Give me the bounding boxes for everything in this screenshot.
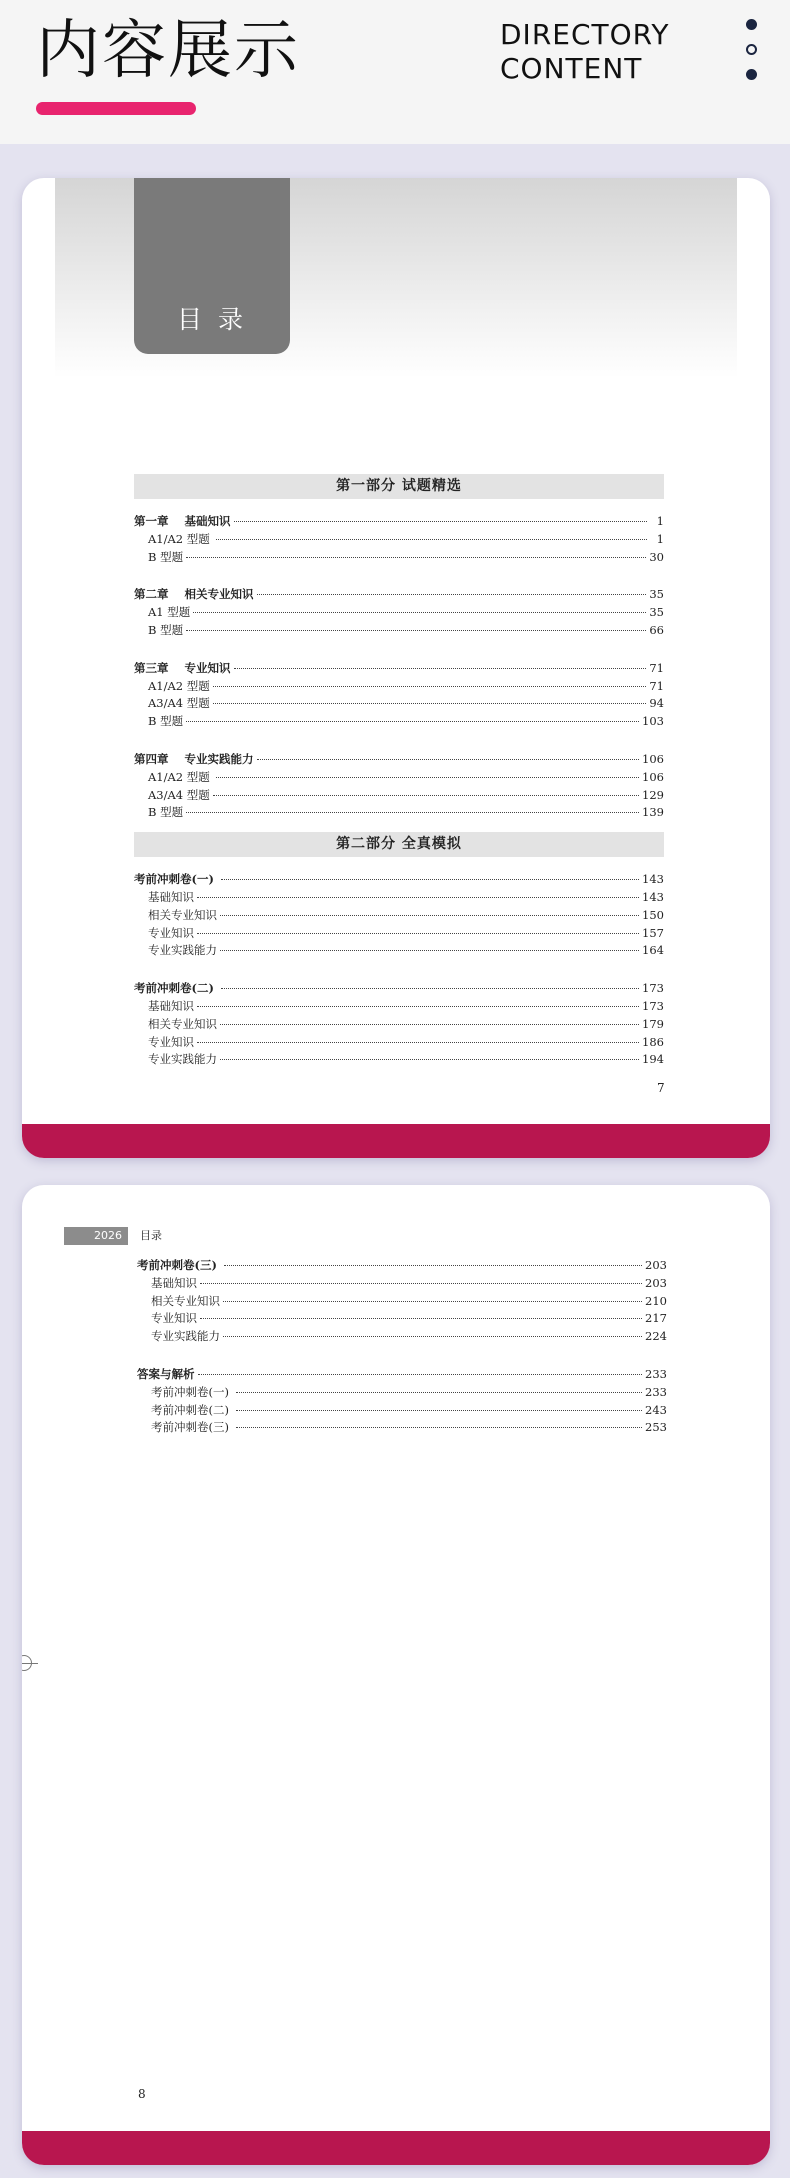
- toc-entry-title: A1/A2 型题: [148, 769, 214, 784]
- dot-leader: [234, 521, 647, 522]
- toc-entry-page: 150: [642, 907, 664, 922]
- toc-item-row: [134, 1051, 664, 1069]
- page-header: [0, 0, 790, 144]
- toc-entry-page: 106: [642, 751, 664, 766]
- toc-item-row: [134, 549, 664, 567]
- dot-leader: [216, 777, 639, 778]
- toc-item-row: [137, 1384, 667, 1402]
- toc-item-row: [134, 1034, 664, 1052]
- toc-entry-title: A1/A2 型题: [148, 678, 210, 693]
- toc-entry-page: 253: [645, 1420, 667, 1435]
- dot-leader: [200, 1283, 642, 1284]
- toc-entry-page: 203: [645, 1275, 667, 1290]
- footer-band: [22, 2131, 770, 2165]
- toc-entry-page: 179: [642, 1016, 664, 1031]
- dot-leader: [220, 1024, 639, 1025]
- toc-entry-page: 106: [642, 769, 664, 784]
- toc-entry-page: 94: [649, 696, 664, 711]
- english-subtitle: [500, 18, 669, 86]
- toc-chapter: [134, 871, 664, 960]
- dot-leader: [220, 950, 639, 951]
- toc-entry-page: 35: [649, 587, 664, 602]
- dot-leader: [223, 1301, 642, 1302]
- toc-entry-page: 173: [642, 981, 664, 996]
- toc-entry-page: 71: [649, 660, 664, 675]
- toc-item-row: [134, 622, 664, 640]
- toc-entry-page: 1: [656, 514, 664, 528]
- toc-part-heading: 第二部分 全真模拟: [134, 832, 664, 857]
- toc-entry-page: 139: [642, 805, 664, 820]
- toc-chapter-row: [134, 513, 664, 531]
- english-subtitle-line1: DIRECTORY: [500, 18, 670, 51]
- dot-leader: [186, 721, 639, 722]
- toc-chapter: [134, 751, 664, 822]
- toc-entry-title: 专业知识: [148, 925, 194, 940]
- page-number: 8: [138, 2087, 146, 2101]
- toc-entry-page: 217: [645, 1311, 667, 1326]
- toc-entry-page: 129: [642, 787, 664, 802]
- toc-chapter: [137, 1257, 667, 1346]
- toc-chapter-row: [134, 660, 664, 678]
- toc-entry-title: 答案与解析: [137, 1366, 195, 1381]
- toc-item-row: [134, 713, 664, 731]
- toc-entry-page: 194: [642, 1052, 664, 1067]
- dot-filled-icon: [746, 69, 757, 80]
- dot-leader: [197, 933, 639, 934]
- toc-entry-title: 专业知识: [148, 1034, 194, 1049]
- toc-entry-page: 173: [642, 998, 664, 1013]
- toc-entry-page: 30: [649, 549, 664, 564]
- toc-chapter-row: [134, 751, 664, 769]
- toc-item-row: [137, 1402, 667, 1420]
- footer-band: [22, 1124, 770, 1158]
- dot-leader: [236, 1392, 642, 1393]
- toc-entry-page: 164: [642, 943, 664, 958]
- toc-page-7: [22, 178, 770, 1158]
- dot-leader: [236, 1410, 642, 1411]
- toc-entry-title: 考前冲刺卷(二): [134, 981, 218, 996]
- toc-entry-page: 210: [645, 1293, 667, 1308]
- toc-entry-title: 考前冲刺卷(一): [151, 1384, 233, 1399]
- directory-tab-label: 目 录: [177, 305, 247, 334]
- toc-item-row: [134, 998, 664, 1016]
- toc-entry-page: 186: [642, 1034, 664, 1049]
- toc-item-row: [134, 531, 664, 549]
- toc-entry-page: 143: [642, 889, 664, 904]
- crop-mark-icon: [22, 1651, 38, 1675]
- english-subtitle-line2: CONTENT: [500, 52, 643, 85]
- toc-entry-title: A3/A4 型题: [148, 696, 210, 711]
- toc-item-row: [134, 604, 664, 622]
- dot-leader: [236, 1427, 642, 1428]
- toc-entry-title: B 型题: [148, 549, 184, 564]
- toc-entry-page: 71: [649, 678, 664, 693]
- dot-leader: [197, 1006, 639, 1007]
- toc-entry-title: 第二章 相关专业知识: [134, 587, 254, 602]
- toc-entry-title: B 型题: [148, 714, 184, 729]
- dot-leader: [197, 897, 639, 898]
- toc-chapter: [134, 513, 664, 566]
- toc-entry-page: 1: [656, 531, 664, 546]
- running-title: 目录: [140, 1229, 162, 1242]
- toc-entry-title: 专业实践能力: [151, 1329, 220, 1344]
- toc-entry-page: 157: [642, 925, 664, 940]
- dot-leader: [223, 1336, 642, 1337]
- toc-item-row: [134, 1016, 664, 1034]
- toc-entry-title: 考前冲刺卷(一): [134, 872, 218, 887]
- dot-leader: [221, 988, 639, 989]
- dot-leader: [213, 686, 647, 687]
- toc-item-row: [134, 787, 664, 805]
- toc-entry-title: 第一章 基础知识: [134, 514, 231, 528]
- toc-entry-title: B 型题: [148, 805, 184, 820]
- table-of-contents: [137, 1257, 667, 1457]
- toc-entry-title: A3/A4 型题: [148, 787, 210, 802]
- dot-leader: [257, 594, 647, 595]
- dot-leader: [216, 539, 647, 540]
- dot-leader: [221, 879, 639, 880]
- dot-leader: [257, 759, 640, 760]
- dot-leader: [220, 915, 639, 916]
- table-of-contents: [134, 474, 664, 1089]
- dot-leader: [186, 630, 646, 631]
- toc-chapter: [134, 980, 664, 1069]
- toc-entry-title: 相关专业知识: [151, 1293, 220, 1308]
- toc-chapter-row: [134, 871, 664, 889]
- toc-entry-title: B 型题: [148, 622, 184, 637]
- toc-item-row: [137, 1293, 667, 1311]
- toc-entry-title: 考前冲刺卷(三): [151, 1420, 233, 1435]
- toc-entry-page: 103: [642, 714, 664, 729]
- toc-entry-page: 233: [645, 1366, 667, 1381]
- toc-entry-title: 相关专业知识: [148, 1016, 217, 1031]
- dot-leader: [213, 795, 639, 796]
- toc-entry-title: 相关专业知识: [148, 907, 217, 922]
- toc-chapter-row: [137, 1366, 667, 1384]
- directory-tab: [134, 178, 290, 354]
- toc-entry-page: 224: [645, 1329, 667, 1344]
- toc-item-row: [137, 1310, 667, 1328]
- toc-entry-title: 第四章 专业实践能力: [134, 751, 254, 766]
- page-number: 7: [657, 1081, 665, 1095]
- dot-leader: [224, 1265, 642, 1266]
- toc-chapter-row: [134, 586, 664, 604]
- toc-item-row: [137, 1275, 667, 1293]
- dot-leader: [198, 1374, 643, 1375]
- title-underline: [36, 102, 196, 115]
- dot-leader: [220, 1059, 639, 1060]
- toc-chapter: [134, 586, 664, 639]
- toc-item-row: [134, 907, 664, 925]
- toc-item-row: [134, 769, 664, 787]
- dot-leader: [186, 812, 639, 813]
- toc-chapter-row: [134, 980, 664, 998]
- toc-item-row: [134, 942, 664, 960]
- dot-leader: [197, 1042, 639, 1043]
- dot-leader: [200, 1318, 642, 1319]
- toc-item-row: [134, 889, 664, 907]
- toc-part-heading: 第一部分 试题精选: [134, 474, 664, 499]
- dot-hollow-icon: [746, 44, 757, 55]
- toc-entry-page: 203: [645, 1258, 667, 1272]
- toc-entry-title: 专业知识: [151, 1311, 197, 1326]
- toc-page-8: [22, 1185, 770, 2165]
- toc-item-row: [137, 1328, 667, 1346]
- toc-entry-title: 考前冲刺卷(二): [151, 1402, 233, 1417]
- dot-leader: [193, 612, 646, 613]
- toc-entry-title: 第三章 专业知识: [134, 660, 231, 675]
- toc-item-row: [134, 925, 664, 943]
- dot-filled-icon: [746, 19, 757, 30]
- toc-entry-page: 233: [645, 1384, 667, 1399]
- toc-chapter: [134, 660, 664, 731]
- toc-item-row: [134, 695, 664, 713]
- toc-chapter-row: [137, 1257, 667, 1275]
- toc-entry-title: 基础知识: [148, 998, 194, 1013]
- toc-entry-title: 基础知识: [151, 1275, 197, 1290]
- toc-chapter: [137, 1366, 667, 1437]
- dot-leader: [234, 668, 647, 669]
- dot-leader: [213, 703, 647, 704]
- toc-item-row: [137, 1419, 667, 1437]
- toc-entry-page: 35: [649, 605, 664, 620]
- toc-entry-title: 考前冲刺卷(三): [137, 1258, 221, 1272]
- dot-leader: [186, 557, 646, 558]
- toc-entry-page: 66: [649, 622, 664, 637]
- toc-entry-page: 243: [645, 1402, 667, 1417]
- toc-item-row: [134, 678, 664, 696]
- year-badge: 2026: [64, 1227, 128, 1245]
- toc-entry-title: 基础知识: [148, 889, 194, 904]
- page-title: 内容展示: [36, 14, 300, 88]
- toc-entry-title: 专业实践能力: [148, 943, 217, 958]
- toc-entry-title: A1/A2 型题: [148, 531, 214, 546]
- toc-entry-page: 143: [642, 872, 664, 887]
- toc-entry-title: 专业实践能力: [148, 1052, 217, 1067]
- toc-entry-title: A1 型题: [148, 605, 191, 620]
- toc-item-row: [134, 804, 664, 822]
